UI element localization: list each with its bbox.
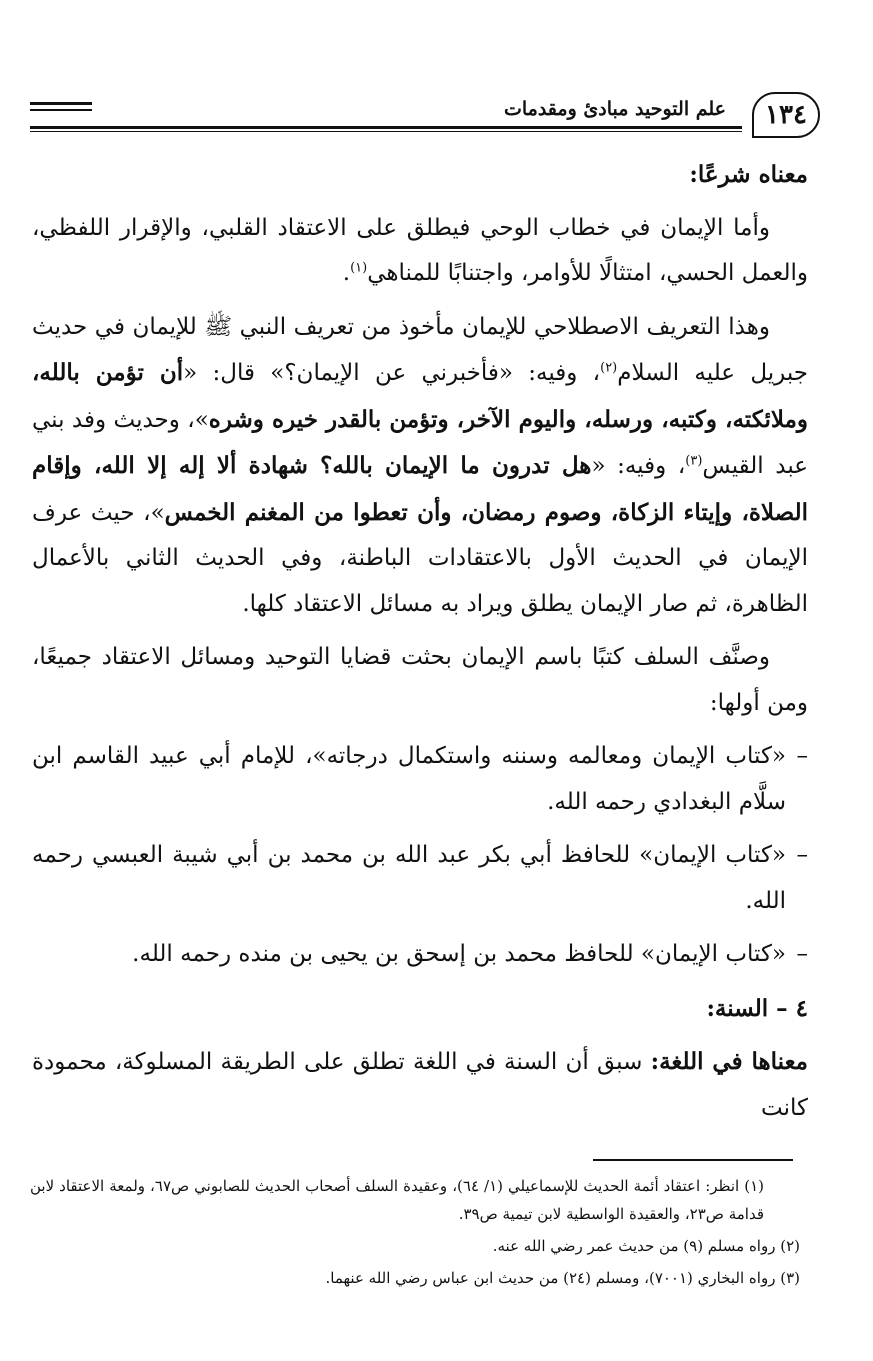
paragraph-1: وأما الإيمان في خطاب الوحي فيطلق على الاعتقاد القلبي، والإقرار اللفظي، والعمل الحسي، امتثالًا للأوامر، واجتنابًا للمناهي$^{(١)}$. (32, 214, 808, 286)
running-title: علم التوحيد مبادئ ومقدمات (503, 98, 726, 120)
hadith-quote-2: هل تدرون ما الإيمان بالله؟ شهادة ألا إله إلا الله، وإقام الصلاة، وإيتاء الزكاة، وصوم رمضان، وأن تعطوا من المغنم الخمس (32, 452, 808, 526)
footnote-2: (٢) رواه مسلم (٩) من حديث عمر رضي الله عنه. (492, 1237, 800, 1255)
list-item: – «كتاب الإيمان ومعالمه وسننه واستكمال درجاته»، للإمام أبي عبيد القاسم ابن سلَّام البغدادي رحمه الله. (32, 743, 808, 815)
footnotes (30, 1172, 800, 1296)
footnote-ref-1: (١) (350, 260, 368, 276)
footnote-1: (١) انظر: اعتقاد أئمة الحديث للإسماعيلي (١/ ٦٤)، وعقيدة السلف أصحاب الحديث للصابوني ص٦٧، ولمعة الاعتقاد لابن قدامة ص٢٣، والعقيدة الواسطية لابن تيمية ص٣٩. (30, 1177, 764, 1223)
header-rule (30, 126, 742, 129)
header-ornament (30, 102, 92, 115)
list-item: – «كتاب الإيمان» للحافظ محمد بن إسحق بن يحيى بن منده رحمه الله. (132, 941, 808, 967)
footnote-3: (٣) رواه البخاري (٧٠٠١)، ومسلم (٢٤) من حديث ابن عباس رضي الله عنهما. (325, 1269, 800, 1287)
list-item: – «كتاب الإيمان» للحافظ أبي بكر عبد الله بن محمد بن أبي شيبة العبسي رحمه الله. (32, 842, 808, 914)
paragraph-3: وصنَّف السلف كتبًا باسم الإيمان بحثت قضايا التوحيد ومسائل الاعتقاد جميعًا، ومن أولها: (32, 644, 808, 716)
footnote-ref-2: (٢) (600, 360, 618, 376)
section-heading: معناه شرعًا: (689, 161, 808, 188)
footnote-ref-3: (٣) (685, 453, 703, 469)
page-header (30, 92, 820, 142)
footnote-divider (593, 1159, 793, 1161)
definition-label: معناها في اللغة: (650, 1048, 808, 1075)
main-text (32, 152, 808, 1139)
paragraph-2: وهذا التعريف الاصطلاحي للإيمان مأخوذ من تعريف النبي ﷺ للإيمان في حديث جبريل عليه السلام$^{(٢)}$، وفيه: «فأخبرني عن الإيمان؟» قال: «أن تؤمن بالله، وملائكته، وكتبه، ورسله، واليوم الآخر، وتؤمن بالقدر خيره وشره»، وحديث وفد بني عبد القيس$^{(٣)}$، وفيه: «هل تدرون ما الإيمان بالله؟ شهادة ألا إله إلا الله، وإقام الصلاة، وإيتاء الزكاة، وصوم رمضان، وأن تعطوا من المغنم الخمس»، حيث عرف الإيمان في الحديث الأول بالاعتقادات الباطنة، وفي الحديث الثاني بالأعمال الظاهرة، ثم صار الإيمان يطلق ويراد به مسائل الاعتقاد كلها. (32, 313, 809, 617)
section-heading-sunna: ٤ – السنة: (706, 994, 808, 1022)
header-rule-thin (30, 131, 742, 132)
hadith-quote-1: أن تؤمن بالله، وملائكته، وكتبه، ورسله، واليوم الآخر، وتؤمن بالقدر خيره وشره (32, 359, 808, 433)
paragraph-4: معناها في اللغة: سبق أن السنة في اللغة تطلق على الطريقة المسلوكة، محمودة كانت (32, 1048, 808, 1121)
page-number: ١٣٤ (752, 92, 820, 138)
